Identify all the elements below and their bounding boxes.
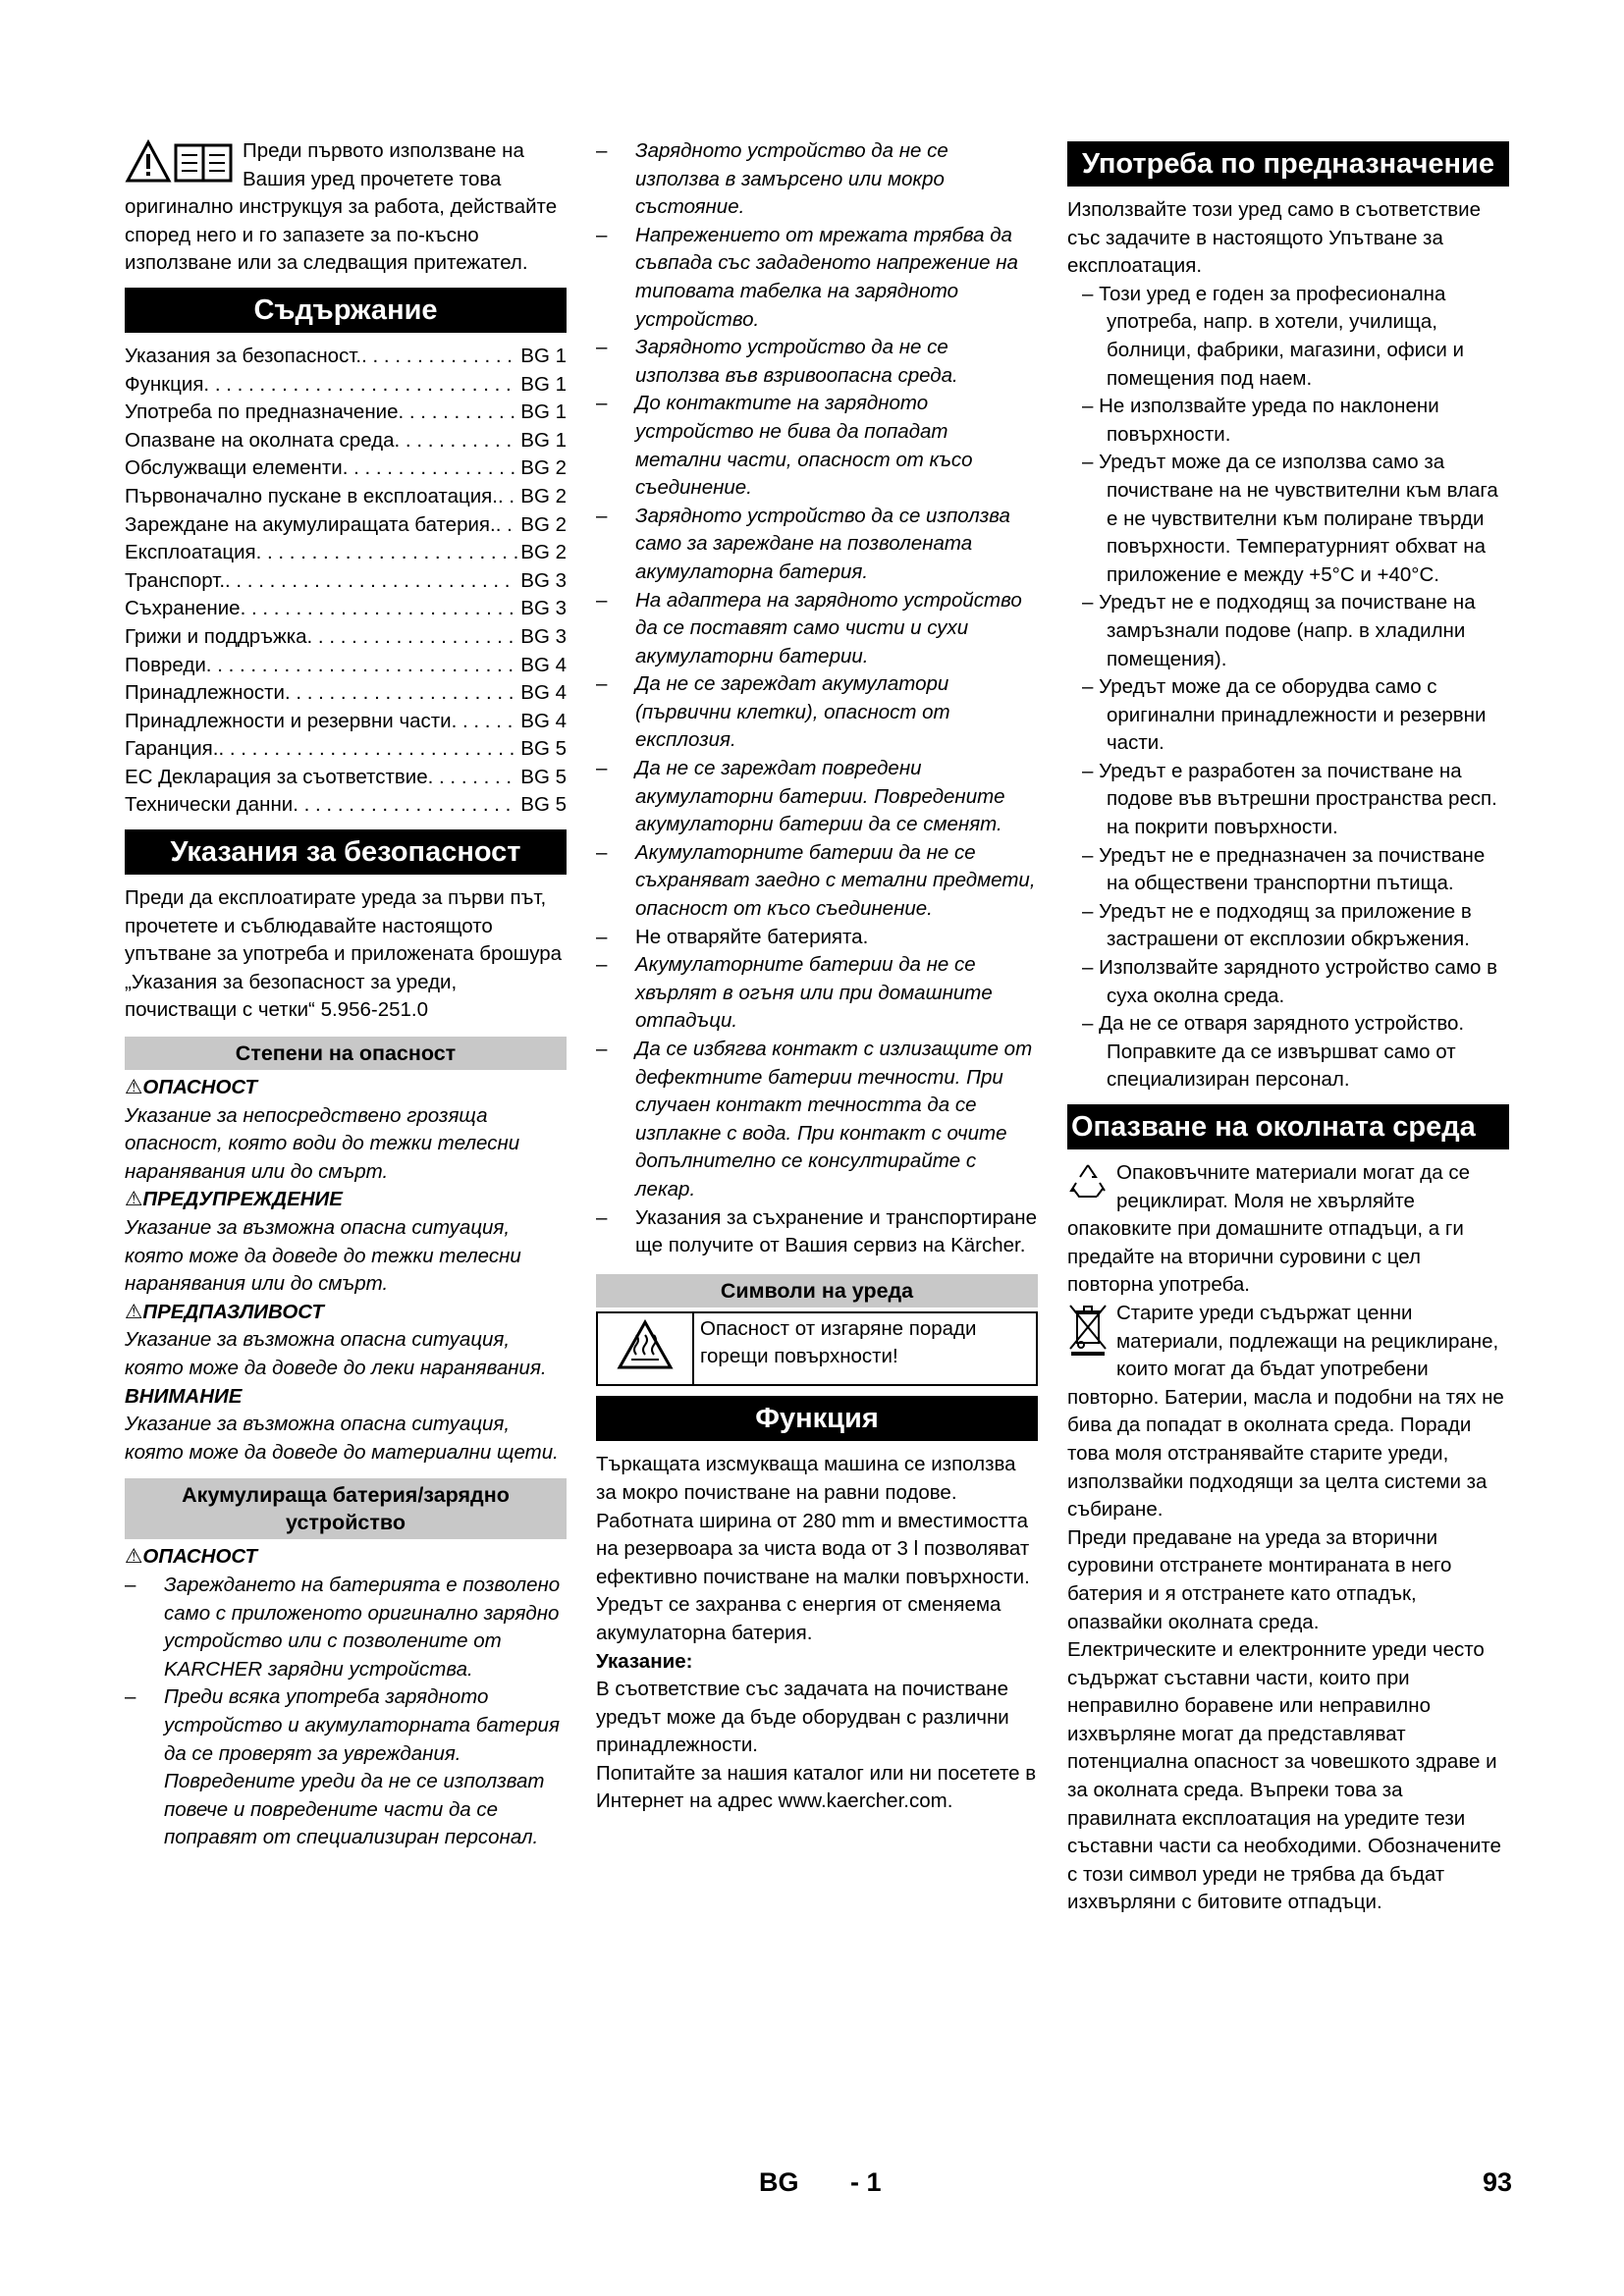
toc-entry-page: BG 2 (520, 484, 567, 507)
list-item: – Уредът не е подходящ за приложение в застрашени от експлозии обкръжения. (1067, 898, 1509, 954)
battery-danger-list (125, 1572, 567, 1852)
toc-entry-page: BG 1 (520, 372, 567, 396)
hazard-level-text: Указание за възможна опасна ситуация, която може да доведе до материални щети. (125, 1413, 559, 1464)
list-item: – Зарядното устройство да се използва само за зареждане на позволената акумулаторна батерия. (596, 503, 1038, 587)
toc-entry[interactable] (125, 427, 567, 455)
toc-leader (203, 371, 517, 400)
toc-entry[interactable] (125, 595, 567, 623)
toc-leader (498, 483, 517, 511)
column-middle (596, 137, 1038, 1816)
toc-entry[interactable] (125, 567, 567, 596)
toc-entry[interactable] (125, 454, 567, 483)
note-label: Указание: (596, 1649, 693, 1673)
toc-entry-page: BG 5 (520, 737, 567, 761)
hazard-level-text: Указание за възможна опасна ситуация, която може да доведе до леки наранявания. (125, 1328, 547, 1379)
toc-entry[interactable] (125, 791, 567, 820)
safety-intro: Преди да експлоатирате уреда за първи път, прочетете и съблюдавайте настоящото упътване за употреба и приложената брошура „Указания за безопасност за уреди, почистващи с четки“ 5.956-251.0 (125, 886, 563, 1022)
page-footer (0, 2167, 1624, 2207)
toc-leader (399, 399, 518, 427)
list-item: – Уредът не е предназначен за почистване на обществени транспортни пътища. (1067, 842, 1509, 898)
list-item: – Използвайте зарядното устройство само в суха околна среда. (1067, 954, 1509, 1010)
list-item: – Този уред е годен за професионална употреба, напр. в хотели, училища, болници, фабрики, магазини, офиси и помещения под наем. (1067, 281, 1509, 393)
toc-leader (206, 652, 517, 680)
list-item: – Да се избягва контакт с излизащите от дефектните батерии течности. При случаен контакт течността да се изплакне с вода. При контакт с очите допълнително се консултирайте с лекар. (596, 1036, 1038, 1204)
column-right (1067, 137, 1509, 1917)
warning-icon: ⚠ (125, 1545, 143, 1569)
hot-surface-icon (617, 1319, 674, 1379)
toc-entry-page: BG 1 (520, 344, 567, 367)
function-paragraph: Търкащата изсмукваща машина се използва за мокро почистване на равни подове. (596, 1453, 1016, 1504)
recycle-block (1067, 1159, 1509, 1300)
list-item: – Уредът не е подходящ за почистване на замръзнали подове (напр. в хладилни помещения). (1067, 589, 1509, 673)
toc-entry[interactable] (125, 511, 567, 540)
toc-title: Съдържание (125, 288, 567, 333)
list-item: – Акумулаторните батерии да не се съхраняват заедно с метални предмети, опасност от късо съединение. (596, 839, 1038, 924)
footer-section-page: - 1 (850, 2167, 882, 2197)
warning-manual-icon (125, 139, 235, 193)
toc-entry-label: Обслужващи елементи (125, 456, 343, 480)
toc-entry-page: BG 1 (520, 428, 567, 452)
hazard-levels (125, 1074, 567, 1467)
toc-entry-label: Употреба по предназначение (125, 400, 399, 424)
toc-entry-label: Съхранение (125, 597, 241, 620)
battery-charger-title: Акумулираща батерия/зарядно устройство (125, 1478, 567, 1539)
intro-text: Преди първото използване на Вашия уред прочетете това оригинално инструкцуя за работа, действайте според него и го запазете за по-късно използване или за следващия притежател. (125, 139, 558, 275)
hazard-level-text: Указание за възможна опасна ситуация, която може да доведе до тежки телесни наранявания или до смърт. (125, 1216, 521, 1296)
toc-leader (256, 539, 518, 567)
hazard-level-name: ⚠ПРЕДПАЗЛИВОСТ (125, 1300, 324, 1323)
symbol-text: Опасност от изгаряне поради горещи повърхности! (700, 1316, 977, 1368)
hazard-levels-title: Степени на опасност (125, 1037, 567, 1070)
safety-title: Указания за безопасност (125, 829, 567, 875)
usage-title: Употреба по предназначение (1067, 141, 1509, 187)
toc-entry[interactable] (125, 483, 567, 511)
hazard-level-text: Указание за непосредствено грозяща опасност, която води до тежки телесни наранявания или до смърт. (125, 1103, 520, 1183)
warning-icon: ⚠ (125, 1188, 143, 1211)
toc-entry-page: BG 2 (520, 541, 567, 564)
list-item: – Акумулаторните батерии да не се хвърлят в огъня или при домашните отпадъци. (596, 951, 1038, 1036)
toc-entry[interactable] (125, 371, 567, 400)
toc-entry-label: ЕС Декларация за съответствие (125, 765, 428, 788)
toc-leader (428, 764, 518, 792)
toc-entry[interactable] (125, 735, 567, 764)
toc-entry-label: Експлоатация (125, 541, 256, 564)
list-item: – Не отваряйте батерията. (596, 924, 1038, 952)
toc-entry-label: Функция (125, 372, 204, 396)
recycle-text: Опаковъчните материали могат да се рециклират. Моля не хвърляйте опаковките при домашните отпадъци, а ги предайте на вторични суровини с цел повторна употреба. (1067, 1161, 1471, 1297)
toc-leader (361, 343, 517, 371)
symbols-table (596, 1311, 1038, 1387)
toc-leader (496, 511, 518, 540)
toc-entry-page: BG 3 (520, 568, 567, 592)
toc-entry-label: Повреди (125, 653, 206, 676)
device-symbols-title: Символи на уреда (596, 1274, 1038, 1308)
toc-entry[interactable] (125, 652, 567, 680)
toc-leader (343, 454, 518, 483)
toc-entry-label: Принадлежности (125, 681, 285, 705)
list-item: – Да не се зареждат акумулатори (първични клетки), опасност от експлозия. (596, 670, 1038, 755)
warning-icon: ⚠ (125, 1300, 143, 1323)
symbol-cell (598, 1313, 694, 1385)
list-item: – На адаптера на зарядното устройство да се поставят само чисти и сухи акумулаторни батерии. (596, 587, 1038, 671)
toc-entry-label: Първоначално пускане в експлоатация. (125, 484, 498, 507)
environment-title: Опазване на околната среда (1067, 1104, 1509, 1149)
toc-leader (218, 735, 517, 764)
weee-text: Старите уреди съдържат ценни материали, подлежащи на рециклиране, които могат да бъдат употребени повторно. Батерии, масла и подобни на тях не бива да попадат в околната среда. Поради това моля отстранявайте старите уреди, използвайки подходящи за целта системи за събиране. (1067, 1301, 1504, 1522)
toc-leader (452, 708, 518, 736)
toc-entry-label: Принадлежности и резервни части (125, 709, 452, 732)
toc-entry-page: BG 4 (520, 653, 567, 676)
toc-leader (395, 427, 518, 455)
list-item: – До контактите на зарядното устройство не бива да попадат метални части, опасност от късо съединение. (596, 390, 1038, 502)
toc-list (125, 343, 567, 820)
toc-entry-page: BG 1 (520, 400, 567, 424)
list-item: – Уредът може да се използва само за почистване на не чувствителни към влага е не чувствителни към полиране твърди повърхности. Температурният обхват на приложение е между +5°C и +40°C. (1067, 449, 1509, 589)
note-paragraph: В съответствие със задачата на почистване уредът може да бъде оборудван с различни принадлежности. (596, 1678, 1009, 1757)
toc-entry-page: BG 5 (520, 765, 567, 788)
toc-entry[interactable] (125, 679, 567, 708)
charger-safety-list (596, 137, 1038, 1260)
column-left (125, 137, 567, 1852)
function-title: Функция (596, 1396, 1038, 1441)
crossed-bin-icon (1067, 1302, 1109, 1365)
footer-language: BG (759, 2167, 799, 2197)
toc-entry-page: BG 3 (520, 597, 567, 620)
hazard-level-name: ⚠ОПАСНОСТ (125, 1076, 257, 1099)
toc-entry-page: BG 4 (520, 709, 567, 732)
list-item: – Зареждането на батерията е позволено само с приложеното оригинално зарядно устройство или с позволените от KARCHER зарядни устройства. (125, 1572, 567, 1683)
list-item: – Напрежението от мрежата трябва да съвпада със зададеното напрежение на типовата табелка на зарядното устройство. (596, 222, 1038, 334)
toc-entry-label: Транспорт. (125, 568, 226, 592)
hazard-level-name: ВНИМАНИЕ (125, 1384, 243, 1408)
toc-entry-label: Технически данни (125, 793, 294, 817)
toc-entry[interactable] (125, 764, 567, 792)
environment-paragraph: Електрическите и електронните уреди често съдържат съставни части, които при неправилно боравене или неправилно изхвърляне могат да представляват потенциална опасност за човешкото здраве и за околната среда. Въпреки това за правилната експлоатация на уредите тези съставни части са необходими. Обозначените с този символ уреди не трябва да бъдат изхвърляни с битовите отпадъци. (1067, 1638, 1501, 1914)
battery-danger-label: ⚠ОПАСНОСТ (125, 1545, 257, 1569)
toc-entry[interactable] (125, 539, 567, 567)
list-item: – Уредът е разработен за почистване на подове във вътрешни пространства респ. на покрити повърхности. (1067, 758, 1509, 842)
usage-list (1067, 281, 1509, 1095)
toc-entry-page: BG 4 (520, 681, 567, 705)
toc-leader (225, 567, 517, 596)
environment-paragraph: Преди предаване на уреда за вторични суровини отстранете монтираната в него батерия и я отстранете като отпадък, опазвайки околната среда. (1067, 1525, 1452, 1633)
hazard-level-name: ⚠ПРЕДУПРЕЖДЕНИЕ (125, 1188, 343, 1211)
intro-block (125, 137, 567, 278)
toc-entry-label: Зареждане на акумулиращата батерия. (125, 512, 496, 536)
toc-leader (241, 595, 518, 623)
toc-entry-page: BG 2 (520, 512, 567, 536)
toc-entry-label: Указания за безопасност. (125, 344, 362, 367)
list-item: – Преди всяка употреба зарядното устройство и акумулаторната батерия да се проверят за увреждания. Повредените уреди да не се използват повече и повредените части да се поправят от специализиран персонал. (125, 1683, 567, 1852)
list-item: – Указания за съхранение и транспортиране ще получите от Вашия сервиз на Kärcher. (596, 1204, 1038, 1260)
toc-leader (293, 791, 517, 820)
toc-entry[interactable] (125, 708, 567, 736)
toc-entry-label: Опазване на околната среда (125, 428, 395, 452)
list-item: – Не използвайте уреда по наклонени повърхности. (1067, 393, 1509, 449)
list-item: – Да не се зареждат повредени акумулаторни батерии. Повредените акумулаторни батерии да се сменят. (596, 755, 1038, 839)
toc-leader (307, 623, 518, 652)
toc-entry-page: BG 3 (520, 624, 567, 648)
toc-entry[interactable] (125, 399, 567, 427)
weee-block (1067, 1300, 1509, 1524)
list-item: – Уредът може да се оборудва само с оригинални принадлежности и резервни части. (1067, 673, 1509, 758)
note-paragraph: Попитайте за нашия каталог или ни посетете в Интернет на адрес www.kaercher.com. (596, 1761, 1037, 1813)
function-paragraph: Работната ширина от 280 mm и вместимостта на резервоара за чиста вода от 3 l позволяват ефективно почистване на малки повърхности. (596, 1509, 1030, 1588)
list-item: – Зарядното устройство да не се използва в замърсено или мокро състояние. (596, 137, 1038, 222)
toc-entry-page: BG 5 (520, 793, 567, 817)
toc-entry-label: Гаранция. (125, 737, 219, 761)
list-item: – Зарядното устройство да не се използва във взривоопасна среда. (596, 334, 1038, 390)
toc-entry-label: Грижи и поддръжка (125, 624, 307, 648)
list-item: – Да не се отваря зарядното устройство. Поправките да се извършват само от специализиран персонал. (1067, 1010, 1509, 1095)
toc-entry-page: BG 2 (520, 456, 567, 480)
footer-page-number: 93 (1483, 2167, 1513, 2197)
toc-leader (285, 679, 517, 708)
toc-entry[interactable] (125, 623, 567, 652)
toc-entry[interactable] (125, 343, 567, 371)
recycling-icon (1067, 1161, 1109, 1209)
usage-intro: Използвайте този уред само в съответствие със задачите в настоящото Упътване за експлоатация. (1067, 198, 1481, 278)
function-paragraph: Уредът се захранва с енергия от сменяема акумулаторна батерия. (596, 1593, 1001, 1644)
warning-icon: ⚠ (125, 1076, 143, 1099)
